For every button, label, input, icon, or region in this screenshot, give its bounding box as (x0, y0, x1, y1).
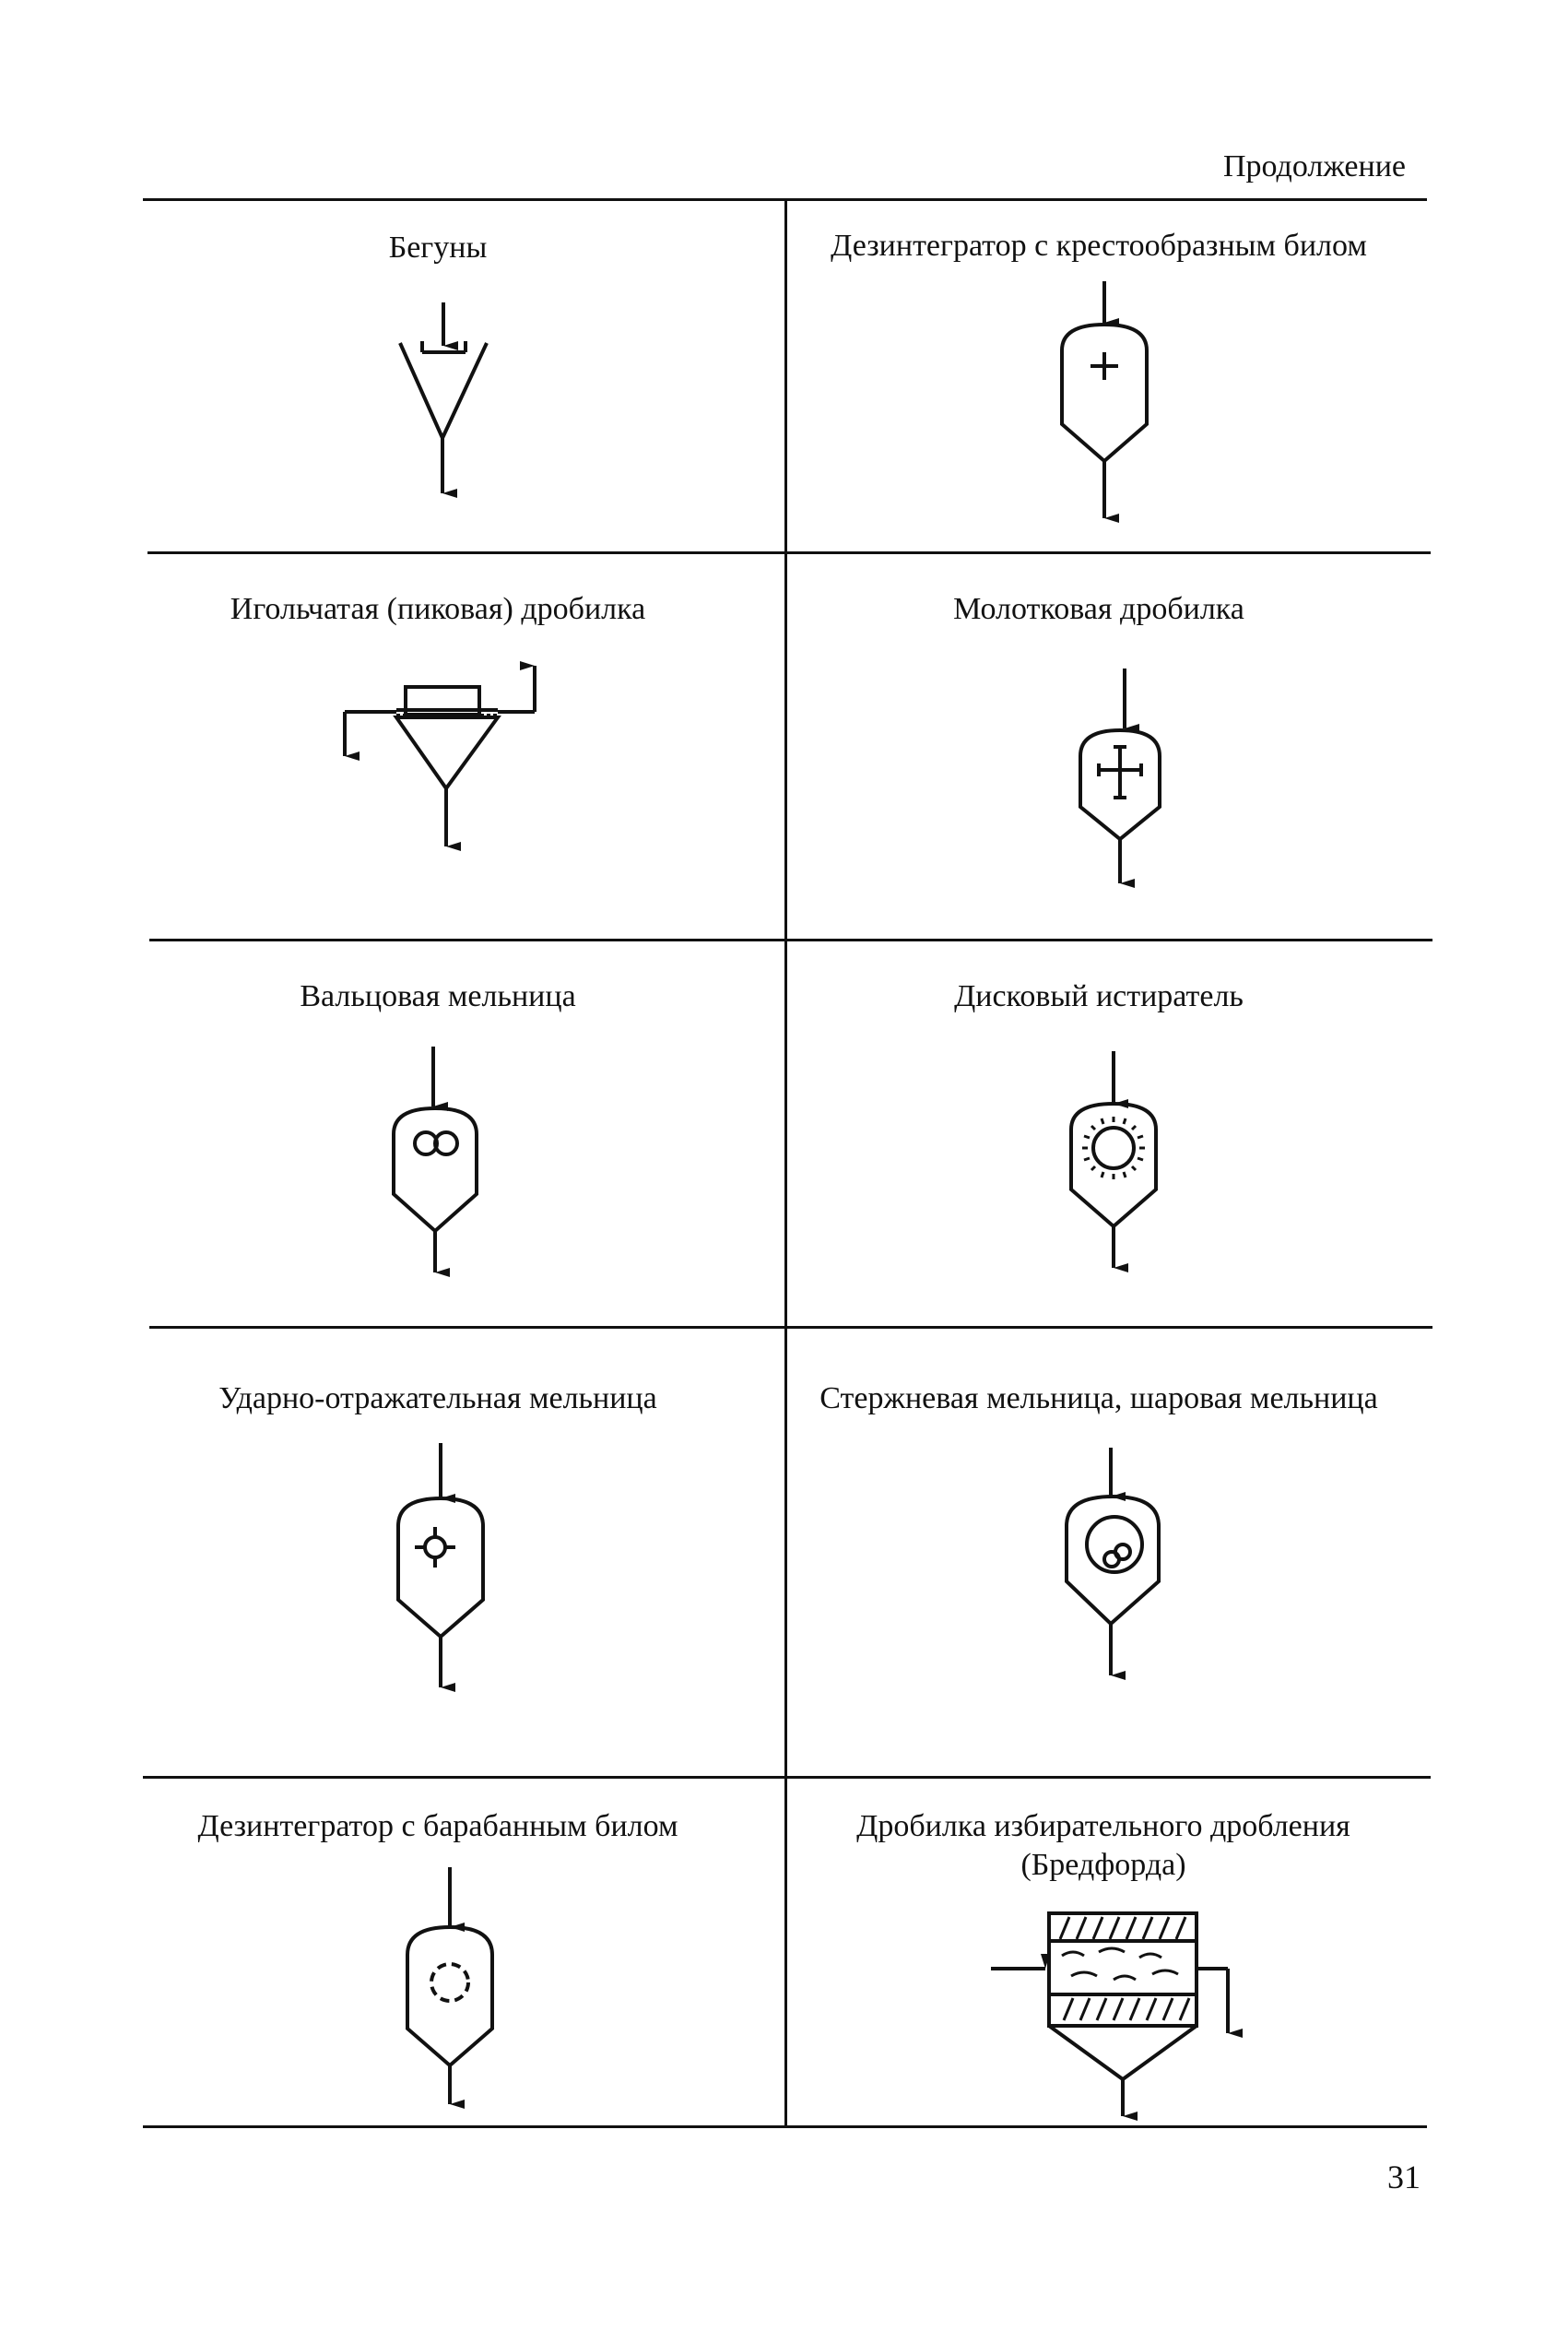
roller-mill-icon (383, 1042, 493, 1282)
cell-label: Дисковый истиратель (954, 979, 1244, 1013)
drum-beater-disintegrator-icon (396, 1863, 507, 2112)
cell-label: Дробилка избирательного дробления (Бредфорда) (856, 1809, 1350, 1882)
hammer-crusher-icon (1069, 664, 1171, 894)
continuation-label: Продолжение (1222, 149, 1406, 183)
cross-beater-disintegrator-icon (1051, 277, 1161, 526)
row-divider-2 (149, 939, 1432, 941)
table-bottom-rule (143, 2125, 1427, 2128)
bradford-breaker-icon (986, 1904, 1254, 2125)
impact-mill-icon (387, 1438, 498, 1697)
cell-label: Дезинтегратор с барабанным билом (197, 1809, 678, 1843)
page-number: 31 (1387, 2159, 1421, 2195)
row-divider-3 (149, 1326, 1432, 1329)
row-divider-1 (147, 551, 1431, 554)
edge-runner-mill-icon (387, 295, 498, 498)
cell-label: Бегуны (388, 231, 488, 265)
cell-label: Стержневая мельница, шаровая мельница (819, 1381, 1378, 1415)
cell-label: Молотковая дробилка (953, 592, 1244, 626)
cell-label: Вальцовая мельница (300, 979, 576, 1013)
rod-ball-mill-icon (1055, 1443, 1175, 1683)
cell-label: Дезинтегратор с крестообразным билом (831, 229, 1367, 263)
disc-attritor-icon (1060, 1047, 1171, 1277)
cell-label: Ударно-отражательная мельница (218, 1381, 657, 1415)
cell-label: Игольчатая (пиковая) дробилка (230, 592, 646, 626)
needle-crusher-icon (332, 655, 553, 858)
